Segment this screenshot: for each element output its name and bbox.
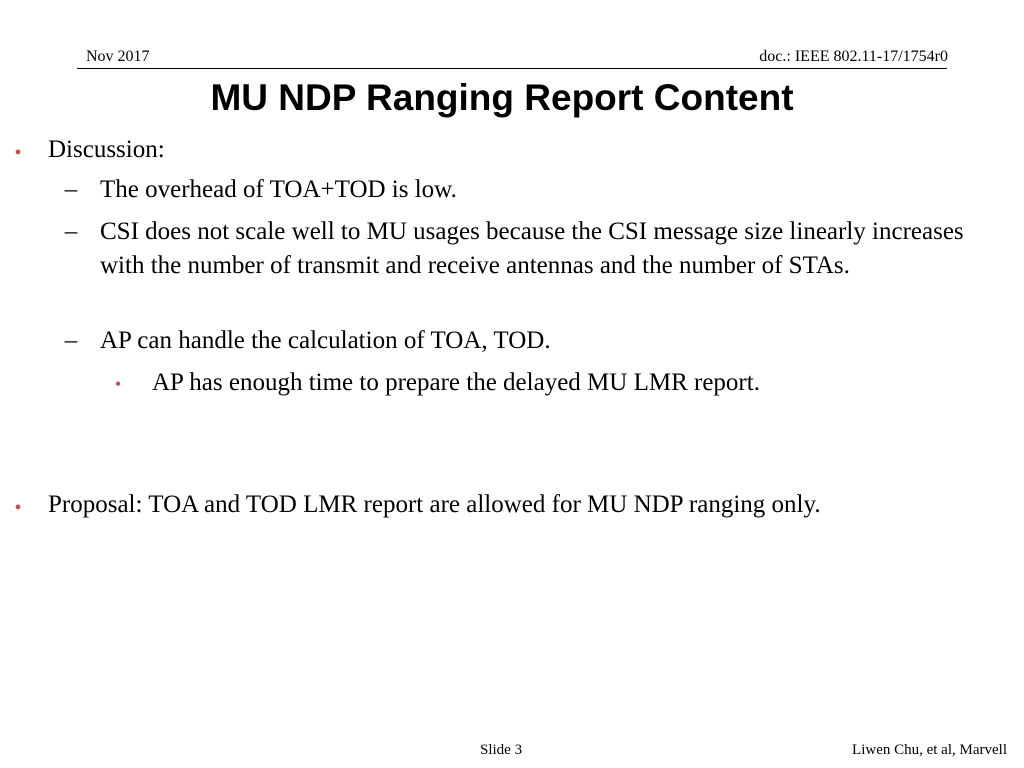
- sub-sub-bullet-ap-time: AP has enough time to prepare the delayed MU LMR report.: [152, 369, 760, 396]
- footer-slide-number: Slide 3: [480, 742, 523, 758]
- dash-marker: –: [64, 218, 78, 245]
- slide-title: MU NDP Ranging Report Content: [210, 77, 794, 118]
- dash-marker: –: [64, 327, 78, 354]
- sub-bullet-marker: •: [114, 374, 122, 394]
- header-doc-number: doc.: IEEE 802.11-17/1754r0: [759, 48, 948, 65]
- dash-marker: –: [64, 176, 78, 203]
- bullet-marker: •: [14, 497, 22, 519]
- sub-bullet-ap-calculation: AP can handle the calculation of TOA, TOD.: [100, 327, 551, 354]
- header-date: Nov 2017: [86, 48, 150, 65]
- header-divider: [77, 68, 947, 69]
- bullet-proposal: Proposal: TOA and TOD LMR report are allowed for MU NDP ranging only.: [48, 491, 821, 518]
- bullet-discussion: Discussion:: [48, 136, 165, 163]
- sub-bullet-overhead: The overhead of TOA+TOD is low.: [100, 176, 457, 203]
- footer-author: Liwen Chu, et al, Marvell: [852, 742, 1007, 758]
- bullet-marker: •: [14, 142, 22, 164]
- sub-bullet-csi: CSI does not scale well to MU usages because the CSI message size linearly increases with the number of transmit and receive antennas and the number of STAs.: [100, 218, 964, 279]
